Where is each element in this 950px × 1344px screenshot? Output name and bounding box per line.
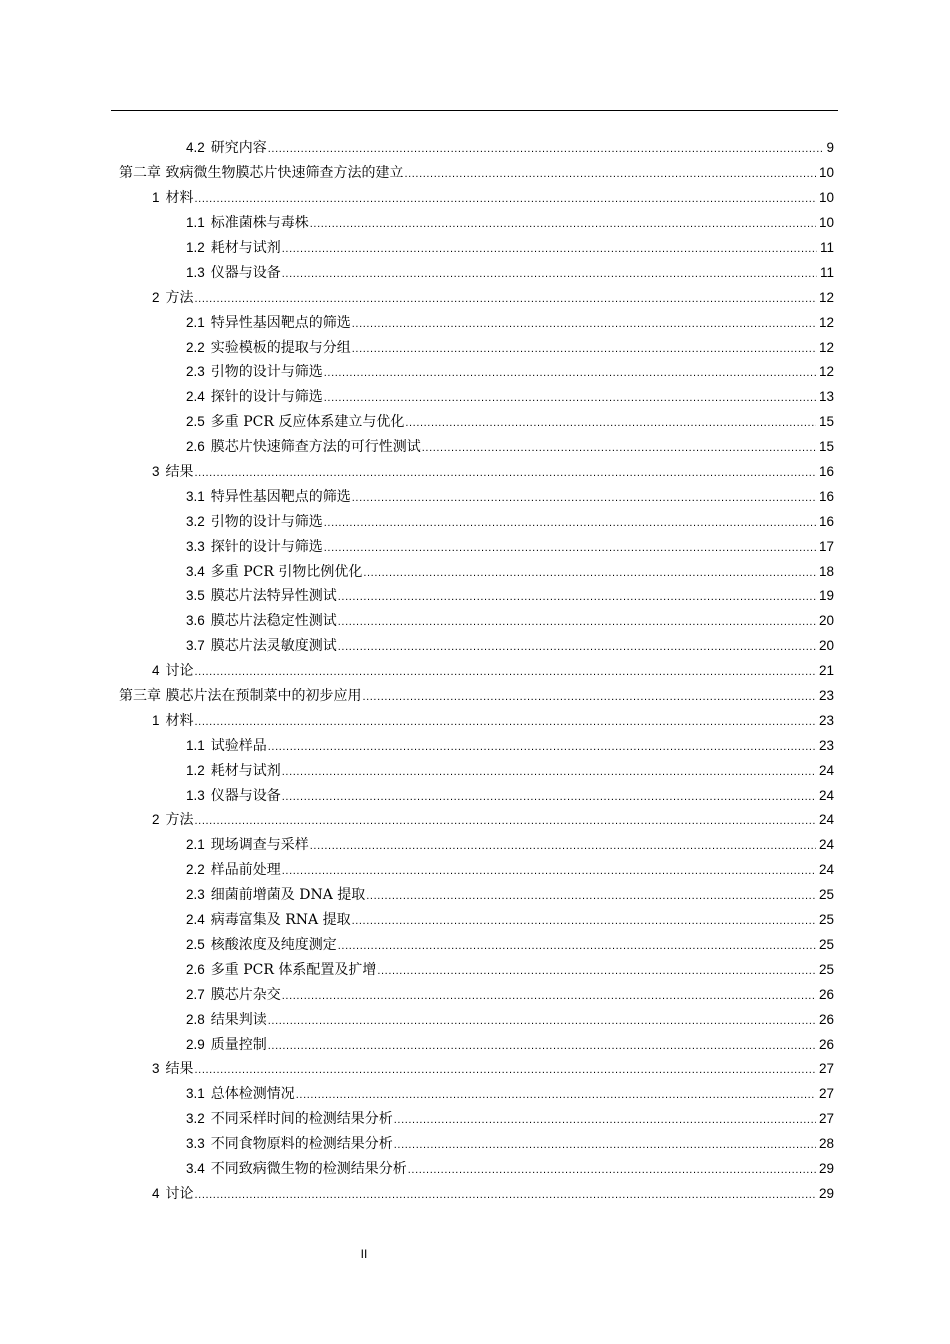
toc-entry-page: 10 [818, 190, 834, 206]
toc-entry-number: 2.1 [186, 314, 205, 330]
toc-entry-title: 膜芯片法特异性测试 [210, 588, 337, 605]
toc-entry-number: 2 [152, 289, 160, 305]
toc-entry-title: 标准菌株与毒株 [210, 215, 309, 232]
toc-entry-number: 2.5 [186, 414, 205, 430]
toc-entry-page: 24 [818, 812, 834, 828]
toc-entry-title: 总体检测情况 [210, 1086, 295, 1103]
toc-entry-number: 2.6 [186, 439, 205, 455]
toc-entry-page: 12 [818, 289, 834, 305]
table-of-contents [0, 136, 834, 1206]
toc-entry-title: 多重 PCR 反应体系建立与优化 [210, 414, 405, 431]
dot-leader [377, 961, 816, 979]
toc-entry-number: 4.2 [186, 140, 205, 156]
toc-entry[interactable] [0, 559, 834, 584]
toc-entry-title: 特异性基因靶点的筛选 [210, 314, 351, 331]
toc-entry[interactable] [0, 783, 834, 808]
toc-entry-number: 2.6 [186, 961, 205, 977]
toc-entry[interactable] [0, 211, 834, 236]
toc-entry[interactable] [0, 236, 834, 261]
toc-entry[interactable] [0, 1157, 834, 1182]
dot-leader [366, 886, 816, 904]
dot-leader [338, 637, 816, 655]
toc-entry-page: 19 [818, 588, 834, 604]
toc-entry-page: 17 [818, 538, 834, 554]
toc-entry[interactable] [0, 684, 834, 709]
toc-entry[interactable] [0, 982, 834, 1007]
dot-leader [195, 189, 816, 207]
toc-entry-title: 结果 [165, 1061, 194, 1078]
toc-entry-title: 样品前处理 [210, 862, 281, 879]
toc-entry-page: 20 [818, 638, 834, 654]
toc-entry-title: 膜芯片快速筛查方法的可行性测试 [210, 439, 421, 456]
toc-entry[interactable] [0, 808, 834, 833]
toc-entry-number: 2.7 [186, 986, 205, 1002]
toc-entry-title: 仪器与设备 [210, 787, 281, 804]
toc-entry-number: 2.4 [186, 912, 205, 928]
toc-entry-page: 16 [818, 464, 834, 480]
toc-entry-number: 3.3 [186, 1136, 205, 1152]
toc-entry-title: 实验模板的提取与分组 [210, 339, 351, 356]
toc-entry[interactable] [0, 186, 834, 211]
toc-entry-title: 质量控制 [210, 1036, 267, 1053]
toc-entry[interactable] [0, 883, 834, 908]
toc-entry[interactable] [0, 1107, 834, 1132]
toc-entry-page: 24 [818, 837, 834, 853]
toc-entry-page: 20 [818, 613, 834, 629]
dot-leader [195, 1060, 816, 1078]
toc-entry-page: 27 [818, 1086, 834, 1102]
toc-entry-title: 不同致病微生物的检测结果分析 [210, 1160, 407, 1177]
dot-leader [352, 911, 816, 929]
toc-entry[interactable] [0, 310, 834, 335]
toc-entry-number: 3.4 [186, 1160, 205, 1176]
toc-entry-title: 膜芯片法灵敏度测试 [210, 638, 337, 655]
toc-entry-page: 12 [818, 364, 834, 380]
toc-entry[interactable] [0, 733, 834, 758]
toc-entry-page: 28 [818, 1136, 834, 1152]
dot-leader [324, 538, 816, 556]
toc-entry-number: 1.1 [186, 737, 205, 753]
toc-entry-page: 10 [818, 215, 834, 231]
toc-entry-number: 2.2 [186, 339, 205, 355]
toc-entry-title: 结果 [165, 464, 194, 481]
toc-entry[interactable] [0, 260, 834, 285]
header-rule [111, 110, 838, 111]
toc-entry-number: 1.3 [186, 264, 205, 280]
toc-entry[interactable] [0, 659, 834, 684]
dot-leader [394, 1110, 816, 1128]
toc-entry[interactable] [0, 534, 834, 559]
toc-entry-title: 讨论 [165, 1185, 194, 1202]
toc-entry-title: 多重 PCR 体系配置及扩增 [210, 961, 377, 978]
toc-entry-number: 3 [152, 464, 160, 480]
toc-entry-title: 引物的设计与筛选 [210, 364, 323, 381]
toc-entry-page: 29 [818, 1160, 834, 1176]
toc-entry-number: 4 [152, 1185, 160, 1201]
toc-entry-page: 25 [818, 887, 834, 903]
toc-entry-title: 现场调查与采样 [210, 837, 309, 854]
toc-entry[interactable] [0, 410, 834, 435]
toc-entry[interactable] [0, 136, 834, 161]
dot-leader [324, 513, 816, 531]
toc-entry-title: 膜芯片杂交 [210, 986, 281, 1003]
dot-leader [195, 463, 816, 481]
dot-leader [282, 264, 817, 282]
toc-entry-title: 膜芯片法稳定性测试 [210, 613, 337, 630]
toc-entry-number: 1.2 [186, 762, 205, 778]
toc-entry-number: 3.3 [186, 538, 205, 554]
dot-leader [195, 1185, 816, 1203]
toc-entry-number: 3.2 [186, 1111, 205, 1127]
toc-entry-title: 方法 [165, 812, 194, 829]
dot-leader [282, 762, 816, 780]
dot-leader [310, 214, 816, 232]
dot-leader [394, 1135, 816, 1153]
dot-leader [195, 289, 816, 307]
toc-entry-number: 2.8 [186, 1011, 205, 1027]
toc-entry-title: 病毒富集及 RNA 提取 [210, 912, 351, 929]
toc-entry-number: 3.2 [186, 513, 205, 529]
toc-entry-page: 25 [818, 961, 834, 977]
dot-leader [408, 1160, 816, 1178]
dot-leader [268, 737, 816, 755]
toc-entry-title: 细菌前增菌及 DNA 提取 [210, 887, 366, 904]
toc-entry-number: 2.1 [186, 837, 205, 853]
dot-leader [338, 936, 816, 954]
toc-entry-title: 材料 [165, 712, 194, 729]
toc-entry[interactable] [0, 285, 834, 310]
toc-entry-title: 讨论 [165, 663, 194, 680]
toc-entry-number: 1 [152, 190, 160, 206]
toc-entry[interactable] [0, 609, 834, 634]
toc-entry[interactable] [0, 957, 834, 982]
toc-entry[interactable] [0, 1007, 834, 1032]
dot-leader [363, 563, 816, 581]
toc-entry-title: 试验样品 [210, 737, 267, 754]
toc-entry-title: 不同采样时间的检测结果分析 [210, 1111, 393, 1128]
dot-leader [282, 986, 816, 1004]
dot-leader [282, 787, 816, 805]
toc-entry[interactable] [0, 385, 834, 410]
dot-leader [268, 139, 824, 157]
toc-entry-page: 24 [818, 862, 834, 878]
dot-leader [324, 388, 816, 406]
dot-leader [268, 1011, 816, 1029]
toc-entry[interactable] [0, 509, 834, 534]
toc-entry-title: 核酸浓度及纯度测定 [210, 936, 337, 953]
toc-entry-page: 25 [818, 912, 834, 928]
toc-entry-title: 探针的设计与筛选 [210, 538, 323, 555]
toc-entry-page: 25 [818, 936, 834, 952]
toc-entry-title: 研究内容 [210, 140, 267, 157]
toc-entry[interactable] [0, 1082, 834, 1107]
toc-entry[interactable] [0, 1032, 834, 1057]
toc-entry-title: 引物的设计与筛选 [210, 513, 323, 530]
toc-entry-title: 特异性基因靶点的筛选 [210, 488, 351, 505]
toc-entry-number: 4 [152, 663, 160, 679]
toc-entry[interactable] [0, 758, 834, 783]
dot-leader [195, 662, 816, 680]
toc-entry-number: 2.2 [186, 862, 205, 878]
toc-entry-title: 多重 PCR 引物比例优化 [210, 563, 363, 580]
dot-leader [324, 363, 816, 381]
toc-entry-number: 2.5 [186, 936, 205, 952]
dot-leader [405, 413, 816, 431]
toc-entry-title: 第二章 致病微生物膜芯片快速筛查方法的建立 [119, 165, 404, 182]
toc-entry-number: 3.5 [186, 588, 205, 604]
toc-entry-page: 13 [818, 389, 834, 405]
page-number: II [360, 1247, 368, 1261]
toc-entry-title: 结果判读 [210, 1011, 267, 1028]
toc-entry-page: 27 [818, 1111, 834, 1127]
toc-entry-page: 23 [818, 712, 834, 728]
toc-entry-page: 26 [818, 1011, 834, 1027]
toc-entry-page: 16 [818, 513, 834, 529]
toc-entry[interactable] [0, 833, 834, 858]
toc-entry-page: 21 [818, 663, 834, 679]
toc-entry[interactable] [0, 1057, 834, 1082]
toc-entry-number: 3.7 [186, 638, 205, 654]
dot-leader [352, 339, 816, 357]
toc-entry[interactable] [0, 1181, 834, 1206]
toc-entry[interactable] [0, 858, 834, 883]
toc-entry-page: 11 [819, 240, 834, 255]
dot-leader [338, 587, 816, 605]
toc-entry-title: 不同食物原料的检测结果分析 [210, 1136, 393, 1153]
toc-entry-title: 探针的设计与筛选 [210, 389, 323, 406]
dot-leader [352, 488, 816, 506]
toc-entry-number: 2.9 [186, 1036, 205, 1052]
toc-entry-page: 9 [826, 140, 834, 156]
toc-entry-page: 29 [818, 1185, 834, 1201]
dot-leader [338, 612, 816, 630]
dot-leader [296, 1085, 816, 1103]
toc-entry-page: 16 [818, 488, 834, 504]
toc-entry-page: 26 [818, 1036, 834, 1052]
toc-entry[interactable] [0, 161, 834, 186]
toc-entry-number: 1.3 [186, 787, 205, 803]
toc-entry-page: 15 [818, 439, 834, 455]
toc-entry-page: 26 [818, 986, 834, 1002]
toc-entry-page: 18 [818, 563, 834, 579]
toc-entry-page: 15 [818, 414, 834, 430]
toc-entry-page: 23 [818, 688, 834, 704]
dot-leader [282, 239, 817, 257]
toc-entry[interactable] [0, 360, 834, 385]
toc-entry[interactable] [0, 1132, 834, 1157]
toc-entry-number: 3.1 [186, 1086, 205, 1102]
toc-entry-number: 1.1 [186, 215, 205, 231]
toc-entry[interactable] [0, 908, 834, 933]
toc-entry[interactable] [0, 933, 834, 958]
dot-leader [268, 1036, 816, 1054]
toc-entry[interactable] [0, 634, 834, 659]
toc-entry-number: 3.1 [186, 488, 205, 504]
toc-entry-number: 2 [152, 812, 160, 828]
toc-entry-number: 1.2 [186, 240, 205, 255]
toc-entry-number: 1 [152, 712, 160, 728]
toc-entry[interactable] [0, 708, 834, 733]
dot-leader [362, 687, 816, 705]
dot-leader [422, 438, 816, 456]
toc-entry-title: 耗材与试剂 [210, 762, 281, 779]
toc-entry-page: 12 [818, 339, 834, 355]
toc-entry-title: 耗材与试剂 [210, 240, 281, 256]
toc-entry-number: 2.4 [186, 389, 205, 405]
toc-entry-number: 3.4 [186, 563, 205, 579]
toc-entry[interactable] [0, 335, 834, 360]
toc-entry-number: 3 [152, 1061, 160, 1077]
toc-entry-page: 27 [818, 1061, 834, 1077]
toc-entry[interactable] [0, 435, 834, 460]
toc-entry-page: 12 [818, 314, 834, 330]
toc-entry-page: 24 [818, 762, 834, 778]
toc-entry-title: 方法 [165, 289, 194, 306]
toc-entry-number: 2.3 [186, 364, 205, 380]
toc-entry-title: 仪器与设备 [210, 264, 281, 281]
toc-entry-page: 11 [819, 264, 834, 280]
toc-entry-number: 3.6 [186, 613, 205, 629]
toc-entry-page: 24 [818, 787, 834, 803]
dot-leader [310, 836, 816, 854]
toc-entry-number: 2.3 [186, 887, 205, 903]
toc-entry[interactable] [0, 584, 834, 609]
dot-leader [282, 861, 816, 879]
toc-entry[interactable] [0, 484, 834, 509]
toc-entry[interactable] [0, 460, 834, 485]
dot-leader [352, 314, 816, 332]
toc-entry-title: 材料 [165, 190, 194, 207]
toc-entry-title: 第三章 膜芯片法在预制菜中的初步应用 [119, 688, 362, 705]
dot-leader [195, 712, 816, 730]
toc-entry-page: 10 [818, 165, 834, 181]
toc-entry-page: 23 [818, 737, 834, 753]
dot-leader [195, 811, 816, 829]
dot-leader [404, 164, 816, 182]
